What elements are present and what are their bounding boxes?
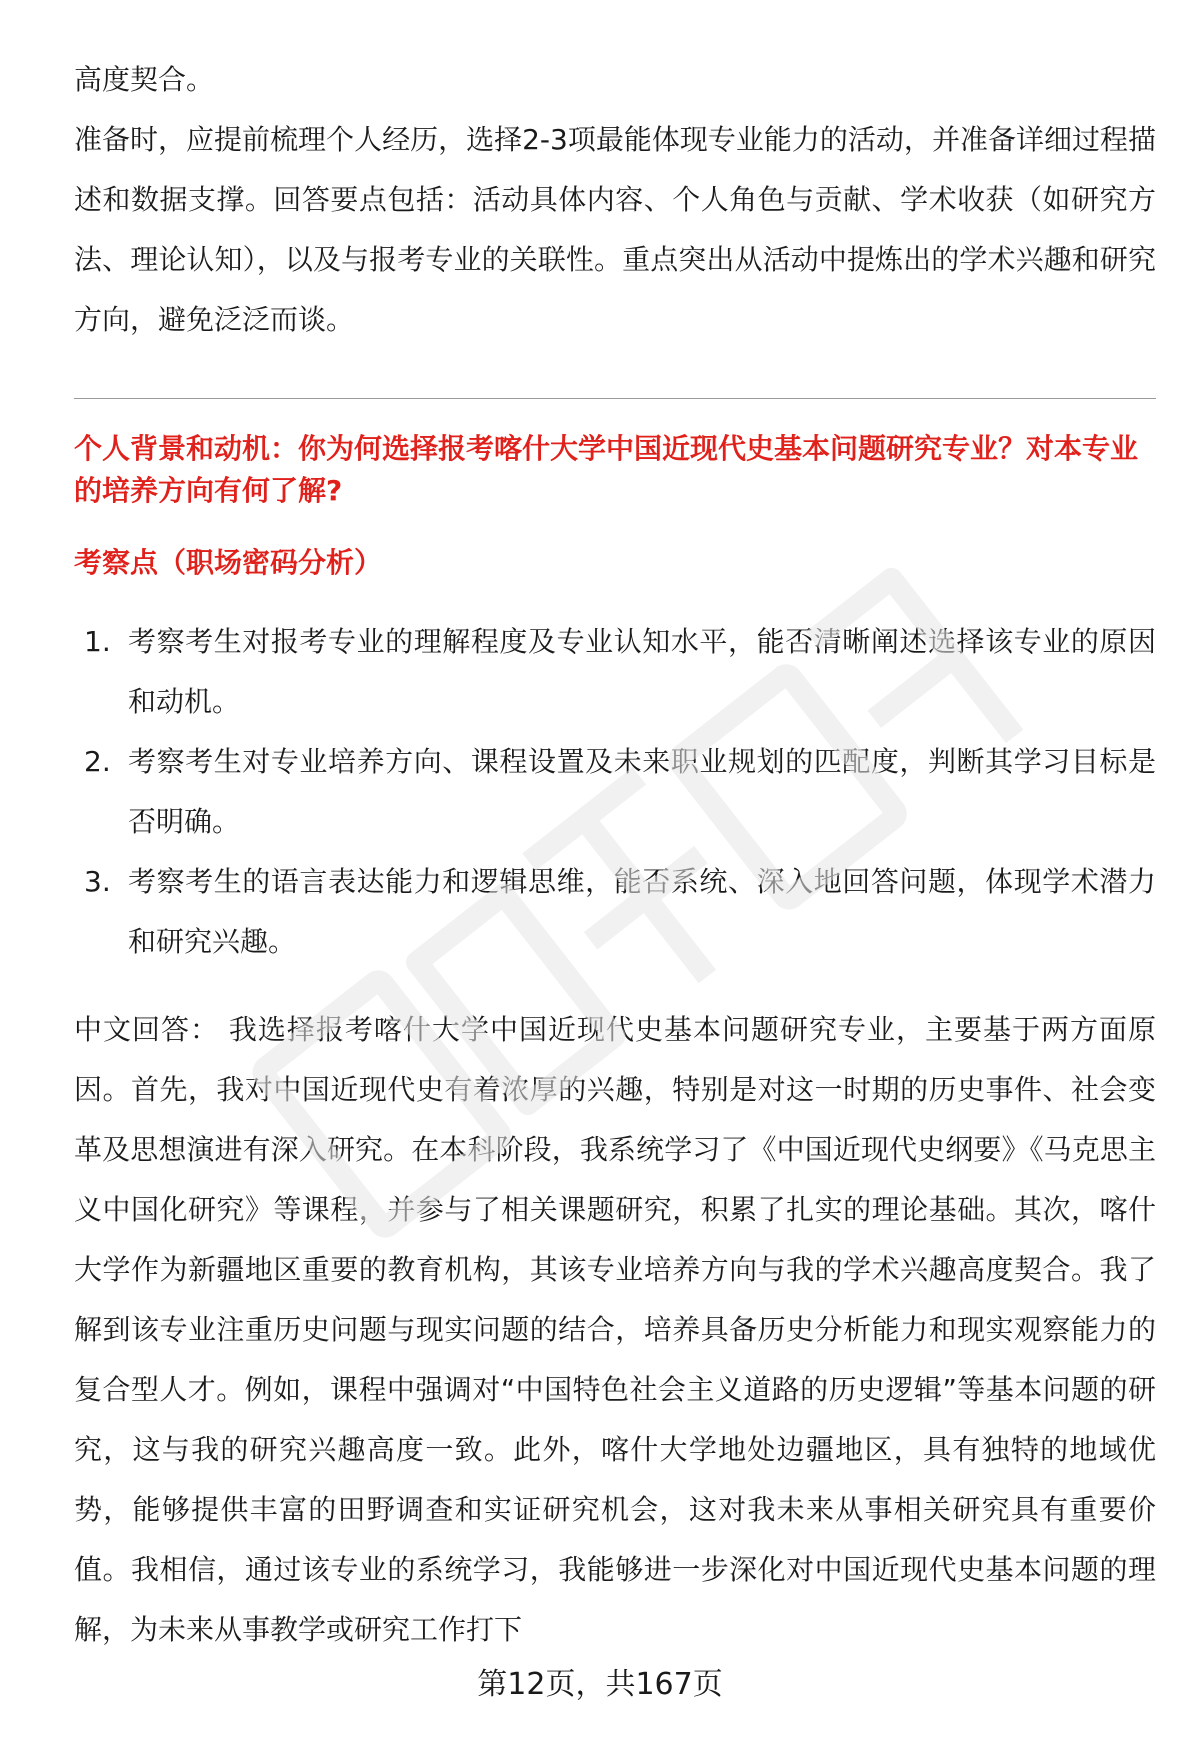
paragraph-preparation-tips: 准备时，应提前梳理个人经历，选择2-3项最能体现专业能力的活动，并准备详细过程描述和数据支撑。回答要点包括：活动具体内容、个人角色与贡献、学术收获（如研究方法、理论认知），以及与报考专业的关联性。重点突出从活动中提炼出的学术兴趣和研究方向，避免泛泛而谈。 (74, 123, 1156, 336)
question-heading: 个人背景和动机：你为何选择报考喀什大学中国近现代史基本问题研究专业？对本专业的培养方向有何了解? (74, 432, 1139, 507)
paragraph-continuation: 高度契合。 (74, 63, 215, 96)
assessment-points-list (74, 612, 1156, 972)
answer-paragraph: 中文回答： 我选择报考喀什大学中国近现代史基本问题研究专业，主要基于两方面原因。首先，我对中国近现代史有着浓厚的兴趣，特别是对这一时期的历史事件、社会变革及思想演进有深入研究。在本科阶段，我系统学习了《中国近现代史纲要》《马克思主义中国化研究》等课程，并参与了相关课题研究，积累了扎实的理论基础。其次，喀什大学作为新疆地区重要的教育机构，其该专业培养方向与我的学术兴趣高度契合。我了解到该专业注重历史问题与现实问题的结合，培养具备历史分析能力和现实观察能力的复合型人才。例如，课程中强调对“中国特色社会主义道路的历史逻辑”等基本问题的研究，这与我的研究兴趣高度一致。此外，喀什大学地处边疆地区，具有独特的地域优势，能够提供丰富的田野调查和实证研究机会，这对我未来从事相关研究具有重要价值。我相信，通过该专业的系统学习，我能够进一步深化对中国近现代史基本问题的理解，为未来从事教学或研究工作打下 (74, 1013, 1156, 1646)
list-item-number: 2. (84, 745, 111, 778)
list-item-text: 考察考生对报考专业的理解程度及专业认知水平，能否清晰阐述选择该专业的原因和动机。 (128, 625, 1156, 718)
list-item (74, 732, 1156, 852)
list-item (74, 612, 1156, 732)
page-number-footer: 第12页，共167页 (477, 1667, 723, 1702)
section-divider (74, 398, 1156, 399)
list-item-number: 1. (84, 625, 111, 658)
list-item-text: 考察考生的语言表达能力和逻辑思维，能否系统、深入地回答问题，体现学术潜力和研究兴趣。 (128, 865, 1156, 958)
assessment-subheading: 考察点（职场密码分析） (74, 546, 383, 579)
list-item (74, 852, 1156, 972)
list-item-number: 3. (84, 865, 111, 898)
list-item-text: 考察考生对专业培养方向、课程设置及未来职业规划的匹配度，判断其学习目标是否明确。 (128, 745, 1156, 838)
